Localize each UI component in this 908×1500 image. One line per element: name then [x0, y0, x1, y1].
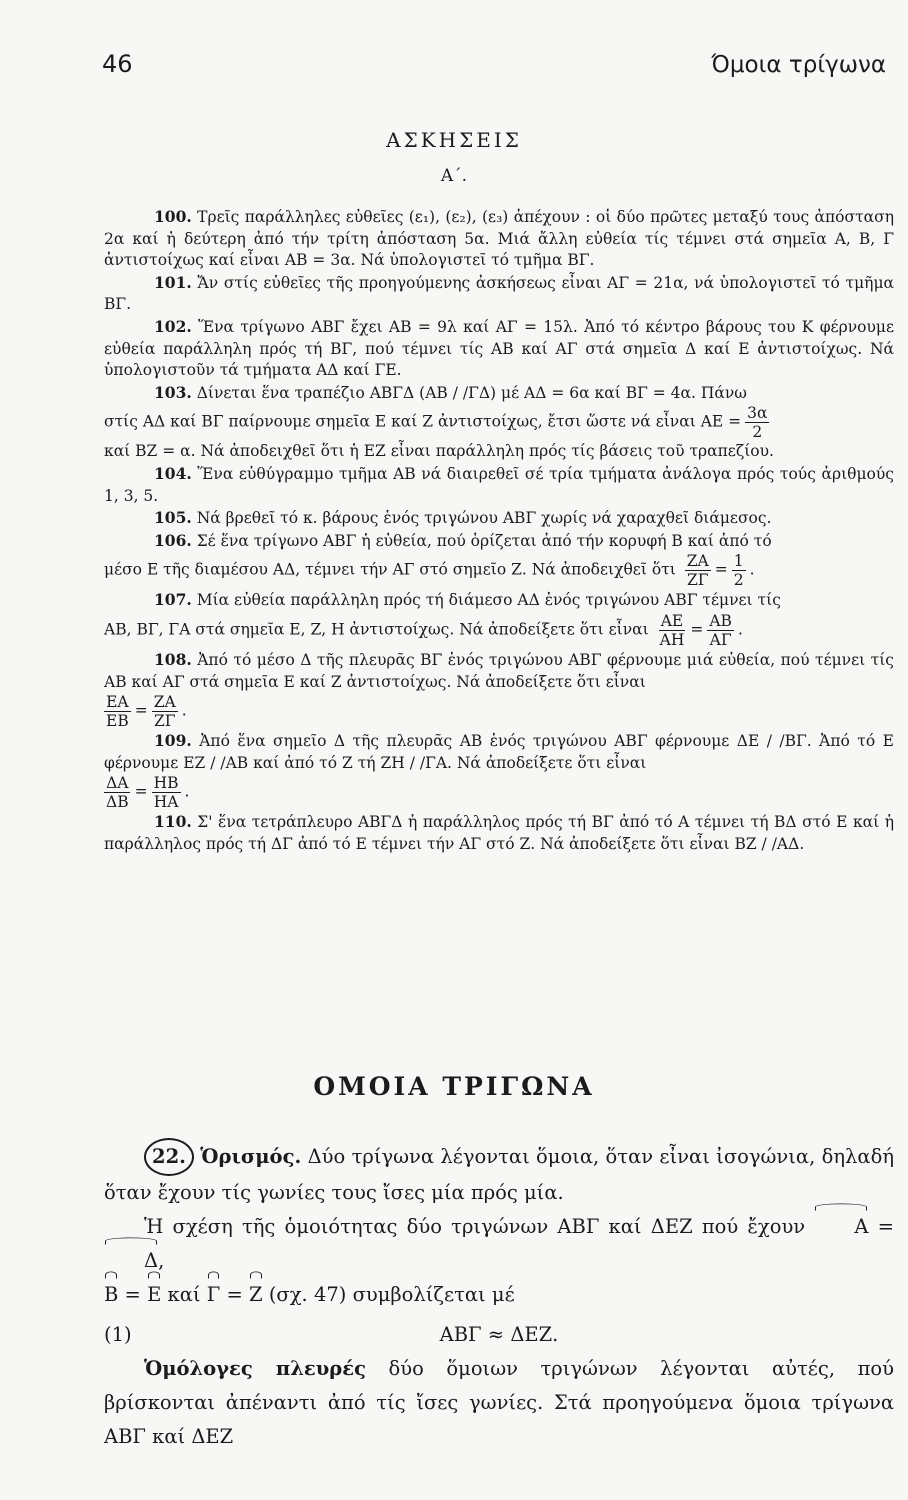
running-title: Όμοια τρίγωνα — [711, 52, 886, 78]
paragraph-number: 22. — [144, 1138, 194, 1176]
similarity-sentence: Ἡ σχέση τῆς ὁμοιότητας δύο τριγώνων ΑΒΓ καί ΔΕΖ πού ἔχουν Α = Δ, — [104, 1210, 894, 1278]
section-title: ΟΜΟΙΑ ΤΡΙΓΩΝΑ — [313, 1072, 595, 1101]
fraction: $\frac{ZA}{Z\Gamma}$ — [153, 693, 176, 731]
fraction: $\frac{ZA}{Z\Gamma}$ — [686, 552, 709, 590]
exercise-105: 105. Νά βρεθεῖ τό κ. βάρους ἑνός τριγώνου ΑΒΓ χωρίς νά χαραχθεῖ διάμεσος. — [154, 508, 772, 528]
exercise-108: 108. Ἀπό τό μέσο Δ τῆς πλευρᾶς ΒΓ ἑνός τριγώνου ΑΒΓ φέρνουμε μιά εὐθεία, πού τέμνει τίς ΑΒ καί ΑΓ στά σημεῖα Ε καί Ζ ἀντιστοίχως. Νά ἀποδείξετε ὅτι εἶναι $\frac{EA}{EB}$ = $\frac{ZA}{Z\Gamma}$ . — [104, 649, 894, 731]
exercise-110: 110. Σ' ἕνα τετράπλευρο ΑΒΓΔ ἡ παράλληλος πρός τή ΒΓ ἀπό τό Α τέμνει τή ΒΔ στό Ε καί ἡ παράλληλος πρός τή ΔΓ ἀπό τό Ε τέμνει τήν ΑΓ στό Ζ. Νά ἀποδείξετε ὅτι εἶναι ΒΖ / /ΑΔ. — [104, 812, 894, 853]
exercise-106: 106. Σέ ἕνα τρίγωνο ΑΒΓ ἡ εὐθεία, πού ὁρίζεται ἀπό τήν κορυφή Β καί ἀπό τό μέσο Ε τῆς διαμέσου ΑΔ, τέμνει τήν ΑΓ στό σημεῖο Ζ. Νά ἀποδειχθεῖ ὅτι $\frac{ZA}{Z\Gamma}$ = $\frac{1}{2}$ . — [104, 530, 772, 590]
page-number: 46 — [102, 50, 133, 78]
fraction: $\frac{AE}{AH}$ — [659, 611, 685, 649]
fraction: $\frac{1}{2}$ — [733, 552, 744, 590]
exercise-100: 100. Τρεῖς παράλληλες εὐθεῖες (ε₁), (ε₂), (ε₃) ἀπέχουν : οἱ δύο πρῶτες μεταξύ τους ἀπόσταση 2α καί ἡ δεύτερη ἀπό τήν τρίτη ἀπόσταση 5α. Μιά ἄλλη εὐθεία τίς τέμνει στά σημεῖα Α, Β, Γ ἀντιστοίχως καί εἶναι ΑΒ = 3α. Νά ὑπολογιστεῖ τό τμῆμα ΒΓ. — [104, 207, 894, 270]
exercise-104: 104. Ἕνα εὐθύγραμμο τμῆμα ΑΒ νά διαιρεθεῖ σέ τρία τμήματα ἀνάλογα πρός τούς ἀριθμούς 1, 3, 5. — [104, 463, 894, 505]
definition-text: Δύο τρίγωνα λέγονται ὅμοια, ὅταν εἶναι ἰσογώνια, δηλαδή ὅταν ἔχουν τίς γωνίες τους ἴσες μία πρός μία. — [104, 1145, 895, 1204]
exercise-103: 103. Δίνεται ἕνα τραπέζιο ΑΒΓΔ (ΑΒ / /ΓΔ) μέ ΑΔ = 6α καί ΒΓ = 4α. Πάνω στίς ΑΔ καί ΒΓ παίρνουμε σημεῖα Ε καί Ζ ἀντιστοίχως, ἔτσι ὥστε νά εἶναι ΑΕ = $\frac{3\alpha}{2}$ καί ΒΖ = α. Νά ἀποδειχθεῖ ὅτι ἡ ΕΖ εἶναι παράλληλη πρός τίς βάσεις τοῦ τραπεζίου. — [104, 382, 774, 461]
fraction: $\frac{AB}{A\Gamma}$ — [709, 611, 732, 649]
exercise-107: 107. Μία εὐθεία παράλληλη πρός τή διάμεσο ΑΔ ἑνός τριγώνου ΑΒΓ τέμνει τίς ΑΒ, ΒΓ, ΓΑ στά σημεῖα Ε, Ζ, Η ἀντιστοίχως. Νά ἀποδείξετε ὅτι εἶναι $\frac{AE}{AH}$ = $\frac{AB}{A\Gamma}$ . — [104, 590, 781, 649]
definition-block — [104, 1138, 894, 1454]
similarity-equation: (1) ΑΒΓ ≈ ΔΕΖ. — [104, 1323, 559, 1346]
exercises-title: ΑΣΚΗΣΕΙΣ — [386, 128, 522, 152]
homologous-sides: Ὁμόλογες πλευρές δύο ὅμοιων τριγώνων λέγονται αὐτές, πού βρίσκονται ἀπέναντι ἀπό τίς ἴσες γωνίες. Στά προηγούμενα ὅμοια τρίγωνα ΑΒΓ καί ΔΕΖ — [104, 1357, 894, 1448]
fraction: $\frac{3\alpha}{2}$ — [747, 404, 768, 442]
exercise-101: 101. Ἄν στίς εὐθεῖες τῆς προηγούμενης ἀσκήσεως εἶναι ΑΓ = 21α, νά ὑπολογιστεῖ τό τμῆμα ΒΓ. — [104, 272, 894, 314]
definition-label: Ὁρισμός. — [200, 1145, 302, 1168]
exercise-list — [104, 206, 894, 855]
fraction: $\frac{\Delta A}{\Delta B}$ — [106, 774, 129, 812]
fraction: $\frac{HB}{HA}$ — [153, 774, 179, 812]
exercise-109: 109. Ἀπό ἕνα σημεῖο Δ τῆς πλευρᾶς ΑΒ ἑνός τριγώνου ΑΒΓ φέρνουμε ΔΕ / /ΒΓ. Ἀπό τό Ε φέρνουμε ΕΖ / /ΑΒ καί ἀπό τό Ζ τή ΖΗ / /ΓΑ. Νά ἀποδείξετε ὅτι εἶναι $\frac{\Delta A}{\Delta B}$ = $\frac{HB}{HA}$ . — [104, 731, 894, 812]
fraction: $\frac{EA}{EB}$ — [106, 693, 129, 731]
angle-equalities: Β = Ε καί Γ = Ζ (σχ. 47) συμβολίζεται μέ — [104, 1278, 894, 1312]
exercises-subtitle: Α΄. — [440, 166, 468, 186]
exercise-102: 102. Ἕνα τρίγωνο ΑΒΓ ἔχει ΑΒ = 9λ καί ΑΓ = 15λ. Ἀπό τό κέντρο βάρους του Κ φέρνουμε εὐθεία παράλληλη πρός τή ΒΓ, πού τέμνει τίς ΑΒ καί ΑΓ στά σημεῖα Δ καί Ε ἀντιστοίχως. Νά ὑπολογιστοῦν τά τμήματα ΑΔ καί ΓΕ. — [104, 316, 894, 380]
